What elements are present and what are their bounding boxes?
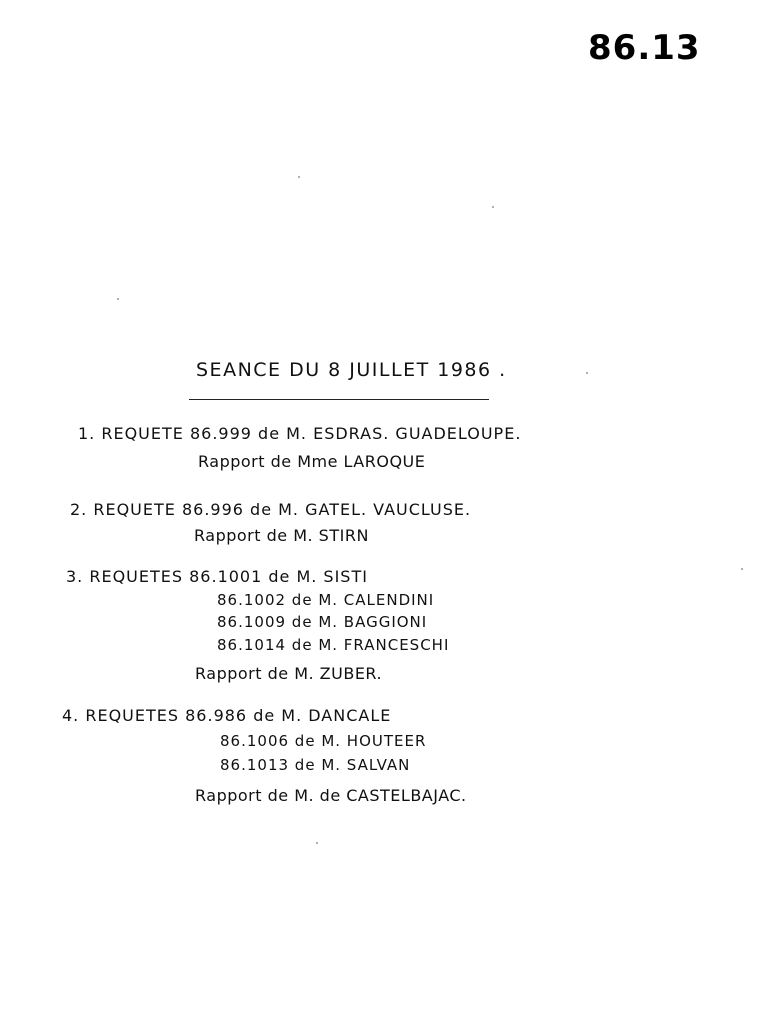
item-4-request-2: 86.1006 de M. HOUTEER: [220, 732, 427, 750]
item-4-report: Rapport de M. de CASTELBAJAC.: [195, 786, 467, 805]
scan-speck: [492, 206, 494, 208]
scan-speck: [316, 842, 318, 844]
item-1-request: 1. REQUETE 86.999 de M. ESDRAS. GUADELOUPE.: [78, 424, 522, 443]
item-4-request-3: 86.1013 de M. SALVAN: [220, 756, 411, 774]
title-underline: [189, 399, 489, 400]
scan-speck: [117, 298, 119, 300]
item-3-report: Rapport de M. ZUBER.: [195, 664, 383, 683]
session-title: SEANCE DU 8 JUILLET 1986 .: [196, 359, 507, 381]
item-2-report: Rapport de M. STIRN: [194, 526, 369, 545]
item-4-request: 4. REQUETES 86.986 de M. DANCALE: [62, 706, 392, 725]
document-reference-number: 86.13: [588, 28, 701, 68]
scan-speck: [741, 568, 743, 570]
item-3-request-3: 86.1009 de M. BAGGIONI: [217, 613, 428, 631]
item-2-request: 2. REQUETE 86.996 de M. GATEL. VAUCLUSE.: [70, 500, 472, 519]
item-3-request-4: 86.1014 de M. FRANCESCHI: [217, 636, 450, 654]
scan-speck: [586, 372, 588, 374]
item-3-request-2: 86.1002 de M. CALENDINI: [217, 591, 435, 609]
item-1-report: Rapport de Mme LAROQUE: [198, 452, 426, 471]
item-3-request: 3. REQUETES 86.1001 de M. SISTI: [66, 567, 368, 586]
scan-speck: [298, 176, 300, 178]
